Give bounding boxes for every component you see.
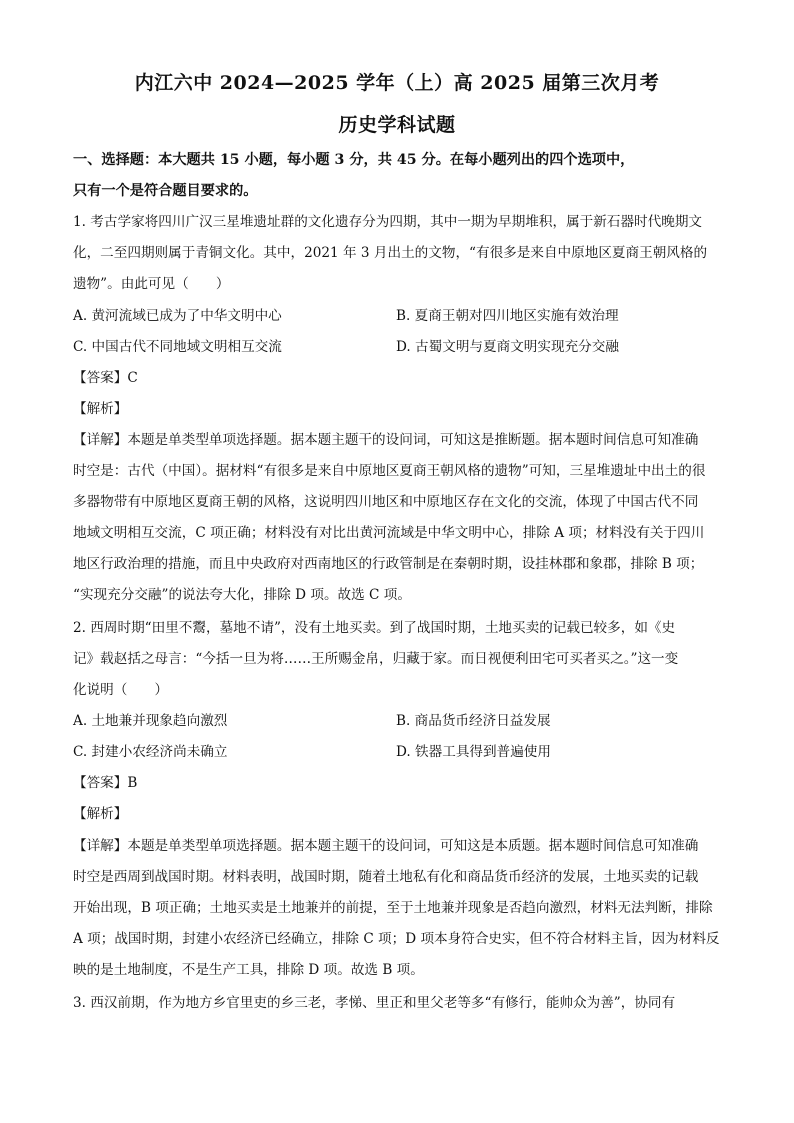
q1-answer: 【答案】C <box>73 370 138 386</box>
q1-option-d: D. 古蜀文明与夏商文明实现充分交融 <box>396 339 619 355</box>
q1-detail-line-5: 地区行政治理的措施，而且中央政府对西南地区的行政管制是在秦朝时期，设挂林郡和象郡，排除 B 项； <box>73 556 704 572</box>
q1-detail-line-3: 多器物带有中原地区夏商王朝的风格，这说明四川地区和中原地区存在文化的交流，体现了中国古代不同 <box>73 494 699 510</box>
q2-stem-line-1: 2. 西周时期“田里不鬻，墓地不请”，没有土地买卖。到了战国时期，土地买卖的记载已较多，如《史 <box>73 620 676 636</box>
q2-detail-line-5: 映的是土地制度，不是生产工具，排除 D 项。故选 B 项。 <box>73 962 424 978</box>
q2-detail-line-2: 时空是西周到战国时期。材料表明，战国时期，随着土地私有化和商品货币经济的发展，土地买卖的记载 <box>73 869 699 885</box>
exam-subtitle: 历史学科试题 <box>338 114 456 136</box>
q2-detail-line-4: A 项；战国时期，封建小农经济已经确立，排除 C 项；D 项本身符合史实，但不符合材料主旨，因为材料反 <box>73 931 720 947</box>
q2-analysis-label: 【解析】 <box>73 806 128 822</box>
q2-answer: 【答案】B <box>73 775 138 791</box>
q2-stem-line-2: 记》载赵括之母言：“今括一旦为将……王所赐金帛，归藏于家。而日视便利田宅可买者买之。”这一变 <box>73 651 679 667</box>
q2-detail-line-1: 【详解】本题是单类型单项选择题。据本题主题干的设问词，可知这是本质题。据本题时间信息可知准确 <box>73 838 699 854</box>
q2-stem-line-3: 化说明（ ） <box>73 682 169 698</box>
q2-option-a: A. 土地兼并现象趋向激烈 <box>73 713 228 729</box>
q1-option-c: C. 中国古代不同地域文明相互交流 <box>73 339 282 355</box>
q1-detail-line-6: “实现充分交融”的说法夸大化，排除 D 项。故选 C 项。 <box>73 587 411 603</box>
section-heading-line-1: 一、选择题：本大题共 15 小题，每小题 3 分，共 45 分。在每小题列出的四个选项中， <box>73 152 635 168</box>
q2-option-d: D. 铁器工具得到普遍使用 <box>396 744 551 760</box>
q1-stem-line-3: 遗物”。由此可见（ ） <box>73 276 230 292</box>
section-heading-line-2: 只有一个是符合题目要求的。 <box>73 183 258 199</box>
q1-detail-line-2: 时空是：古代（中国）。据材料“有很多是来自中原地区夏商王朝风格的遗物”可知，三星堆遗址中出土的很 <box>73 463 706 479</box>
q1-detail-line-1: 【详解】本题是单类型单项选择题。据本题主题干的设问词，可知这是推断题。据本题时间信息可知准确 <box>73 432 699 448</box>
q3-stem-line-1: 3. 西汉前期，作为地方乡官里吏的乡三老，孝悌、里正和里父老等多“有修行，能帅众为善”，协同有 <box>73 995 676 1011</box>
q2-option-c: C. 封建小农经济尚未确立 <box>73 744 228 760</box>
q1-stem-line-2: 化，二至四期则属于青铜文化。其中，2021 年 3 月出土的文物，“有很多是来自中原地区夏商王朝风格的 <box>73 245 708 261</box>
q1-stem-line-1: 1. 考古学家将四川广汉三星堆遗址群的文化遗存分为四期，其中一期为早期堆积，属于新石器时代晚期文 <box>73 214 703 230</box>
q1-option-b: B. 夏商王朝对四川地区实施有效治理 <box>396 308 619 324</box>
q2-detail-line-3: 开始出现，B 项正确；土地买卖是土地兼并的前提，至于土地兼并现象是否趋向激烈，材料无法判断，排除 <box>73 900 713 916</box>
q1-analysis-label: 【解析】 <box>73 401 128 417</box>
exam-title: 内江六中 2024—2025 学年（上）高 2025 届第三次月考 <box>134 72 660 94</box>
q1-option-a: A. 黄河流域已成为了中华文明中心 <box>73 308 282 324</box>
q1-detail-line-4: 地域文明相互交流，C 项正确；材料没有对比出黄河流域是中华文明中心，排除 A 项；材料没有关于四川 <box>73 525 705 541</box>
q2-option-b: B. 商品货币经济日益发展 <box>396 713 551 729</box>
